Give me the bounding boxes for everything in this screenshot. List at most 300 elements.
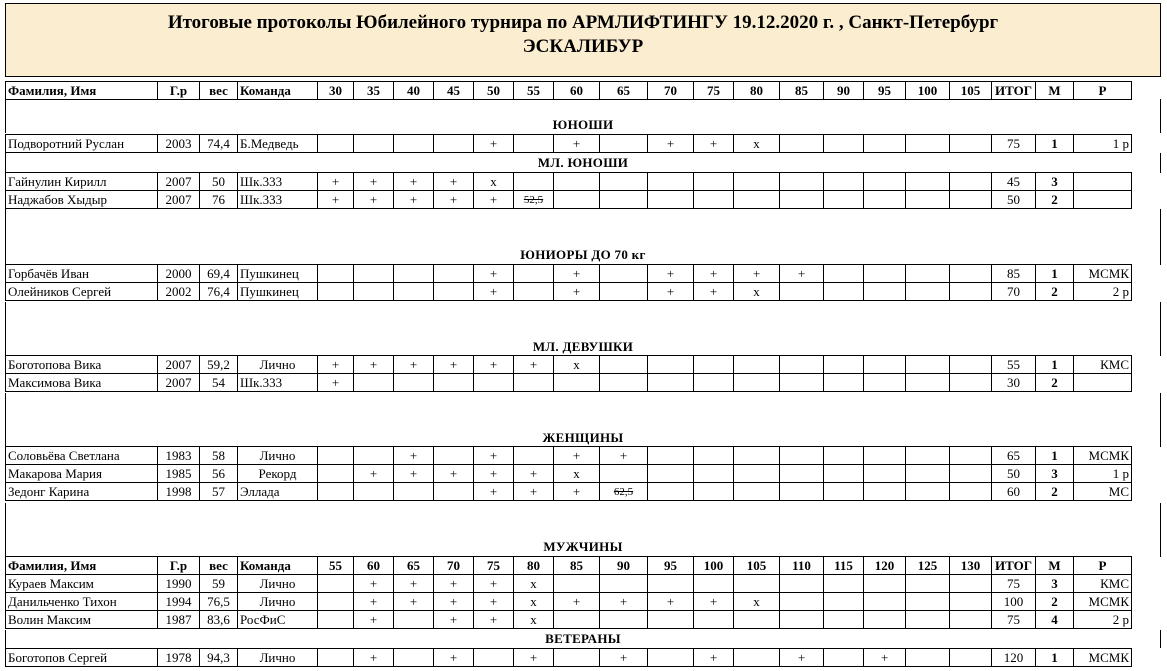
attempt-cell: [694, 465, 734, 483]
attempt-cell: [554, 649, 600, 667]
team: Лично: [238, 649, 318, 667]
table-row: [6, 593, 1132, 611]
birth-year: 1985: [158, 465, 200, 483]
place: 1: [1036, 356, 1074, 374]
attempt-cell: +: [474, 447, 514, 465]
attempt-cell: +: [474, 135, 514, 153]
attempt-cell: +: [394, 575, 434, 593]
attempt-cell: [474, 649, 514, 667]
place: 1: [1036, 649, 1074, 667]
attempt-cell: [694, 356, 734, 374]
attempt-cell: [354, 374, 394, 392]
attempt-cell: 70: [434, 557, 474, 575]
attempt-cell: [648, 649, 694, 667]
attempt-cell: +: [318, 191, 354, 209]
attempt-cell: [906, 593, 950, 611]
attempt-cell: [648, 173, 694, 191]
attempt-cell: [394, 649, 434, 667]
results-table-veterans: [5, 648, 1132, 667]
attempt-cell: [734, 447, 780, 465]
attempt-cell: [434, 447, 474, 465]
attempt-cell: +: [600, 593, 648, 611]
attempt-cell: +: [318, 356, 354, 374]
athlete-name: Горбачёв Иван: [6, 265, 158, 283]
failed-attempt: 52,5: [523, 194, 544, 206]
athlete-name: Подворотний Руслан: [6, 135, 158, 153]
attempt-cell: [648, 611, 694, 629]
attempt-cell: [824, 447, 864, 465]
attempt-cell: +: [394, 465, 434, 483]
document-title: [5, 3, 1161, 77]
attempt-cell: +: [694, 649, 734, 667]
total-result: 70: [992, 283, 1036, 301]
attempt-cell: +: [694, 135, 734, 153]
attempt-cell: +: [554, 447, 600, 465]
attempt-cell: [694, 575, 734, 593]
attempt-cell: +: [474, 593, 514, 611]
attempt-cell: [780, 191, 824, 209]
attempt-cell: +: [434, 191, 474, 209]
body-weight: 59,2: [200, 356, 238, 374]
attempt-cell: 35: [354, 82, 394, 100]
body-weight: вес: [200, 82, 238, 100]
birth-year: Г.р: [158, 557, 200, 575]
attempt-cell: +: [600, 447, 648, 465]
total-result: 100: [992, 593, 1036, 611]
birth-year: 2003: [158, 135, 200, 153]
attempt-cell: +: [600, 649, 648, 667]
athlete-name: Гайнулин Кирилл: [6, 173, 158, 191]
attempt-cell: [950, 135, 992, 153]
body-weight: 50: [200, 173, 238, 191]
category-junior-girls: МЛ. ДЕВУШКИ: [532, 339, 634, 354]
attempt-cell: x: [554, 465, 600, 483]
rank: 2 р: [1074, 611, 1132, 629]
attempt-cell: [394, 483, 434, 501]
body-weight: 54: [200, 374, 238, 392]
total-result: 50: [992, 191, 1036, 209]
total-result: ИТОГ: [992, 82, 1036, 100]
attempt-cell: [600, 135, 648, 153]
attempt-cell: +: [354, 173, 394, 191]
attempt-cell: [824, 593, 864, 611]
attempt-cell: 65: [600, 82, 648, 100]
athlete-name: Максимова Вика: [6, 374, 158, 392]
attempt-cell: [354, 483, 394, 501]
attempt-cell: +: [318, 173, 354, 191]
table-row: [6, 649, 1132, 667]
attempt-cell: 100: [906, 82, 950, 100]
attempt-cell: [318, 135, 354, 153]
attempt-cell: +: [434, 465, 474, 483]
attempt-cell: [864, 465, 906, 483]
attempt-cell: [354, 283, 394, 301]
attempt-cell: +: [394, 173, 434, 191]
failed-attempt: 62,5: [613, 486, 634, 498]
attempt-cell: +: [554, 483, 600, 501]
attempt-cell: +: [434, 575, 474, 593]
attempt-cell: +: [694, 593, 734, 611]
attempt-cell: [600, 191, 648, 209]
attempt-cell: [864, 575, 906, 593]
attempt-cell: [906, 465, 950, 483]
title-line-2: ЭСКАЛИБУР: [522, 36, 644, 57]
athlete-name: Фамилия, Имя: [6, 82, 158, 100]
attempt-cell: +: [474, 191, 514, 209]
athlete-name: Волин Максим: [6, 611, 158, 629]
attempt-cell: x: [514, 593, 554, 611]
table-row: [6, 465, 1132, 483]
total-result: 55: [992, 356, 1036, 374]
attempt-cell: [318, 593, 354, 611]
attempt-cell: [694, 191, 734, 209]
attempt-cell: +: [434, 173, 474, 191]
attempt-cell: +: [554, 593, 600, 611]
attempt-cell: 75: [694, 82, 734, 100]
attempt-cell: [648, 191, 694, 209]
attempt-cell: [554, 191, 600, 209]
attempt-cell: [906, 649, 950, 667]
attempt-cell: 80: [514, 557, 554, 575]
attempt-cell: +: [434, 593, 474, 611]
attempt-cell: +: [354, 465, 394, 483]
attempt-cell: +: [318, 374, 354, 392]
attempt-cell: [906, 447, 950, 465]
total-result: 75: [992, 135, 1036, 153]
attempt-cell: [780, 483, 824, 501]
team: Лично: [238, 593, 318, 611]
table-row: [6, 135, 1132, 153]
attempt-cell: [514, 283, 554, 301]
body-weight: 76,4: [200, 283, 238, 301]
attempt-cell: +: [694, 265, 734, 283]
attempt-cell: +: [648, 135, 694, 153]
attempt-cell: [648, 483, 694, 501]
attempt-cell: 100: [694, 557, 734, 575]
athlete-name: Фамилия, Имя: [6, 557, 158, 575]
category-veterans: ВЕТЕРАНЫ: [545, 631, 621, 646]
results-table-junior-youth: [5, 172, 1132, 209]
attempt-cell: x: [734, 593, 780, 611]
attempt-cell: x: [734, 283, 780, 301]
attempt-cell: [648, 356, 694, 374]
attempt-cell: [694, 483, 734, 501]
place: 2: [1036, 374, 1074, 392]
attempt-cell: 30: [318, 82, 354, 100]
birth-year: 2007: [158, 374, 200, 392]
attempt-cell: [864, 356, 906, 374]
body-weight: 76: [200, 191, 238, 209]
rank: КМС: [1074, 356, 1132, 374]
total-result: 120: [992, 649, 1036, 667]
attempt-cell: [318, 649, 354, 667]
athlete-name: Данильченко Тихон: [6, 593, 158, 611]
attempt-cell: 60: [554, 82, 600, 100]
attempt-cell: 125: [906, 557, 950, 575]
attempt-cell: [780, 135, 824, 153]
birth-year: 2000: [158, 265, 200, 283]
attempt-cell: [600, 283, 648, 301]
body-weight: 58: [200, 447, 238, 465]
table-row: [6, 483, 1132, 501]
rank: [1074, 173, 1132, 191]
attempt-cell: 60: [354, 557, 394, 575]
attempt-cell: [950, 173, 992, 191]
attempt-cell: +: [354, 191, 394, 209]
category-junior-youth: МЛ. ЮНОШИ: [537, 155, 629, 170]
results-table-women: [5, 446, 1132, 501]
total-result: 45: [992, 173, 1036, 191]
attempt-cell: [648, 447, 694, 465]
attempt-cell: [906, 283, 950, 301]
attempt-cell: [780, 593, 824, 611]
attempt-cell: [600, 374, 648, 392]
attempt-cell: +: [514, 356, 554, 374]
rank: Р: [1074, 557, 1132, 575]
team: Шк.333: [238, 191, 318, 209]
birth-year: 1998: [158, 483, 200, 501]
attempt-cell: +: [694, 283, 734, 301]
attempt-cell: +: [474, 356, 514, 374]
attempt-cell: [514, 135, 554, 153]
attempt-cell: +: [648, 265, 694, 283]
team: Пушкинец: [238, 265, 318, 283]
attempt-cell: [824, 465, 864, 483]
team: Лично: [238, 447, 318, 465]
rank: МСМК: [1074, 593, 1132, 611]
attempt-cell: [824, 283, 864, 301]
category-youth: ЮНОШИ: [552, 117, 614, 132]
attempt-cell: [600, 173, 648, 191]
attempt-cell: [694, 173, 734, 191]
table-row: [6, 447, 1132, 465]
attempt-cell: [824, 611, 864, 629]
team: РосФиС: [238, 611, 318, 629]
attempt-cell: [780, 374, 824, 392]
table-row: [6, 356, 1132, 374]
rank: МСМК: [1074, 649, 1132, 667]
athlete-name: Кураев Максим: [6, 575, 158, 593]
attempt-cell: x: [514, 575, 554, 593]
attempt-cell: [434, 483, 474, 501]
attempt-cell: 130: [950, 557, 992, 575]
attempt-cell: [318, 465, 354, 483]
table-header: [6, 82, 1132, 100]
attempt-cell: [734, 465, 780, 483]
total-result: 60: [992, 483, 1036, 501]
birth-year: 2007: [158, 191, 200, 209]
attempt-cell: [950, 283, 992, 301]
attempt-cell: [394, 283, 434, 301]
place: 2: [1036, 283, 1074, 301]
attempt-cell: [950, 374, 992, 392]
attempt-cell: [554, 173, 600, 191]
attempt-cell: [950, 191, 992, 209]
attempt-cell: [474, 374, 514, 392]
total-result: 65: [992, 447, 1036, 465]
attempt-cell: +: [554, 283, 600, 301]
attempt-cell: +: [780, 649, 824, 667]
attempt-cell: +: [514, 483, 554, 501]
table-row: [6, 283, 1132, 301]
attempt-cell: [824, 649, 864, 667]
attempt-cell: +: [864, 649, 906, 667]
attempt-cell: [694, 611, 734, 629]
rank: МСМК: [1074, 447, 1132, 465]
attempt-cell: 40: [394, 82, 434, 100]
attempt-cell: +: [514, 465, 554, 483]
attempt-cell: [394, 374, 434, 392]
body-weight: 76,5: [200, 593, 238, 611]
attempt-cell: [864, 483, 906, 501]
results-table-men: [5, 556, 1132, 629]
table-row: [6, 173, 1132, 191]
total-result: 85: [992, 265, 1036, 283]
attempt-cell: +: [354, 649, 394, 667]
attempt-cell: 110: [780, 557, 824, 575]
athlete-name: Боготопова Вика: [6, 356, 158, 374]
body-weight: вес: [200, 557, 238, 575]
team: Команда: [238, 557, 318, 575]
attempt-cell: [318, 483, 354, 501]
attempt-cell: [734, 483, 780, 501]
attempt-cell: [694, 447, 734, 465]
attempt-cell: [906, 173, 950, 191]
attempt-cell: [318, 611, 354, 629]
attempt-cell: x: [474, 173, 514, 191]
title-line-1: Итоговые протоколы Юбилейного турнира по АРМЛИФТИНГУ 19.12.2020 г. , Санкт-Петербург: [167, 12, 999, 33]
place: М: [1036, 557, 1074, 575]
attempt-cell: [734, 191, 780, 209]
attempt-cell: [648, 575, 694, 593]
attempt-cell: [906, 483, 950, 501]
attempt-cell: [950, 575, 992, 593]
rank: [1074, 374, 1132, 392]
place: 3: [1036, 575, 1074, 593]
attempt-cell: [864, 593, 906, 611]
athlete-name: Олейников Сергей: [6, 283, 158, 301]
attempt-cell: [864, 447, 906, 465]
birth-year: 1978: [158, 649, 200, 667]
attempt-cell: +: [394, 356, 434, 374]
attempt-cell: [514, 173, 554, 191]
attempt-cell: +: [648, 593, 694, 611]
attempt-cell: +: [354, 575, 394, 593]
table-header: [6, 557, 1132, 575]
athlete-name: Соловьёва Светлана: [6, 447, 158, 465]
attempt-cell: +: [648, 283, 694, 301]
rank: КМС: [1074, 575, 1132, 593]
results-table-main: [5, 81, 1132, 100]
attempt-cell: [864, 374, 906, 392]
attempt-cell: [864, 283, 906, 301]
attempt-cell: [318, 283, 354, 301]
attempt-cell: [600, 483, 648, 501]
attempt-cell: [780, 283, 824, 301]
attempt-cell: [694, 374, 734, 392]
attempt-cell: [600, 265, 648, 283]
place: 1: [1036, 135, 1074, 153]
attempt-cell: 80: [734, 82, 780, 100]
attempt-cell: +: [434, 649, 474, 667]
attempt-cell: [734, 649, 780, 667]
table-row: [6, 265, 1132, 283]
attempt-cell: x: [554, 356, 600, 374]
attempt-cell: +: [474, 611, 514, 629]
birth-year: 1983: [158, 447, 200, 465]
team: Команда: [238, 82, 318, 100]
attempt-cell: [318, 575, 354, 593]
attempt-cell: [950, 265, 992, 283]
team: Шк.333: [238, 173, 318, 191]
attempt-cell: +: [354, 356, 394, 374]
attempt-cell: 50: [474, 82, 514, 100]
attempt-cell: +: [780, 265, 824, 283]
place: 2: [1036, 483, 1074, 501]
attempt-cell: [824, 483, 864, 501]
category-men: МУЖЧИНЫ: [543, 539, 623, 554]
attempt-cell: [950, 483, 992, 501]
attempt-cell: +: [474, 483, 514, 501]
attempt-cell: 120: [864, 557, 906, 575]
table-row: [6, 575, 1132, 593]
attempt-cell: 70: [648, 82, 694, 100]
attempt-cell: +: [474, 283, 514, 301]
body-weight: 83,6: [200, 611, 238, 629]
attempt-cell: +: [474, 575, 514, 593]
attempt-cell: [824, 575, 864, 593]
birth-year: 1994: [158, 593, 200, 611]
attempt-cell: [906, 265, 950, 283]
attempt-cell: 55: [318, 557, 354, 575]
birth-year: 2002: [158, 283, 200, 301]
attempt-cell: [648, 465, 694, 483]
place: 1: [1036, 447, 1074, 465]
team: Рекорд: [238, 465, 318, 483]
attempt-cell: [780, 575, 824, 593]
attempt-cell: 55: [514, 82, 554, 100]
attempt-cell: [434, 135, 474, 153]
attempt-cell: +: [434, 611, 474, 629]
attempt-cell: [554, 575, 600, 593]
attempt-cell: [318, 265, 354, 283]
attempt-cell: 95: [648, 557, 694, 575]
attempt-cell: 90: [600, 557, 648, 575]
attempt-cell: [554, 611, 600, 629]
attempt-cell: [394, 265, 434, 283]
attempt-cell: 45: [434, 82, 474, 100]
attempt-cell: [434, 374, 474, 392]
attempt-cell: x: [514, 611, 554, 629]
team: Лично: [238, 356, 318, 374]
place: 4: [1036, 611, 1074, 629]
rank: МС: [1074, 483, 1132, 501]
place: 2: [1036, 593, 1074, 611]
attempt-cell: x: [734, 135, 780, 153]
attempt-cell: [906, 356, 950, 374]
attempt-cell: [906, 575, 950, 593]
attempt-cell: [434, 283, 474, 301]
body-weight: 56: [200, 465, 238, 483]
attempt-cell: [780, 447, 824, 465]
athlete-name: Наджабов Хыдыр: [6, 191, 158, 209]
attempt-cell: [864, 173, 906, 191]
attempt-cell: +: [434, 356, 474, 374]
attempt-cell: [906, 135, 950, 153]
table-row: [6, 374, 1132, 392]
attempt-cell: [648, 374, 694, 392]
attempt-cell: [824, 374, 864, 392]
